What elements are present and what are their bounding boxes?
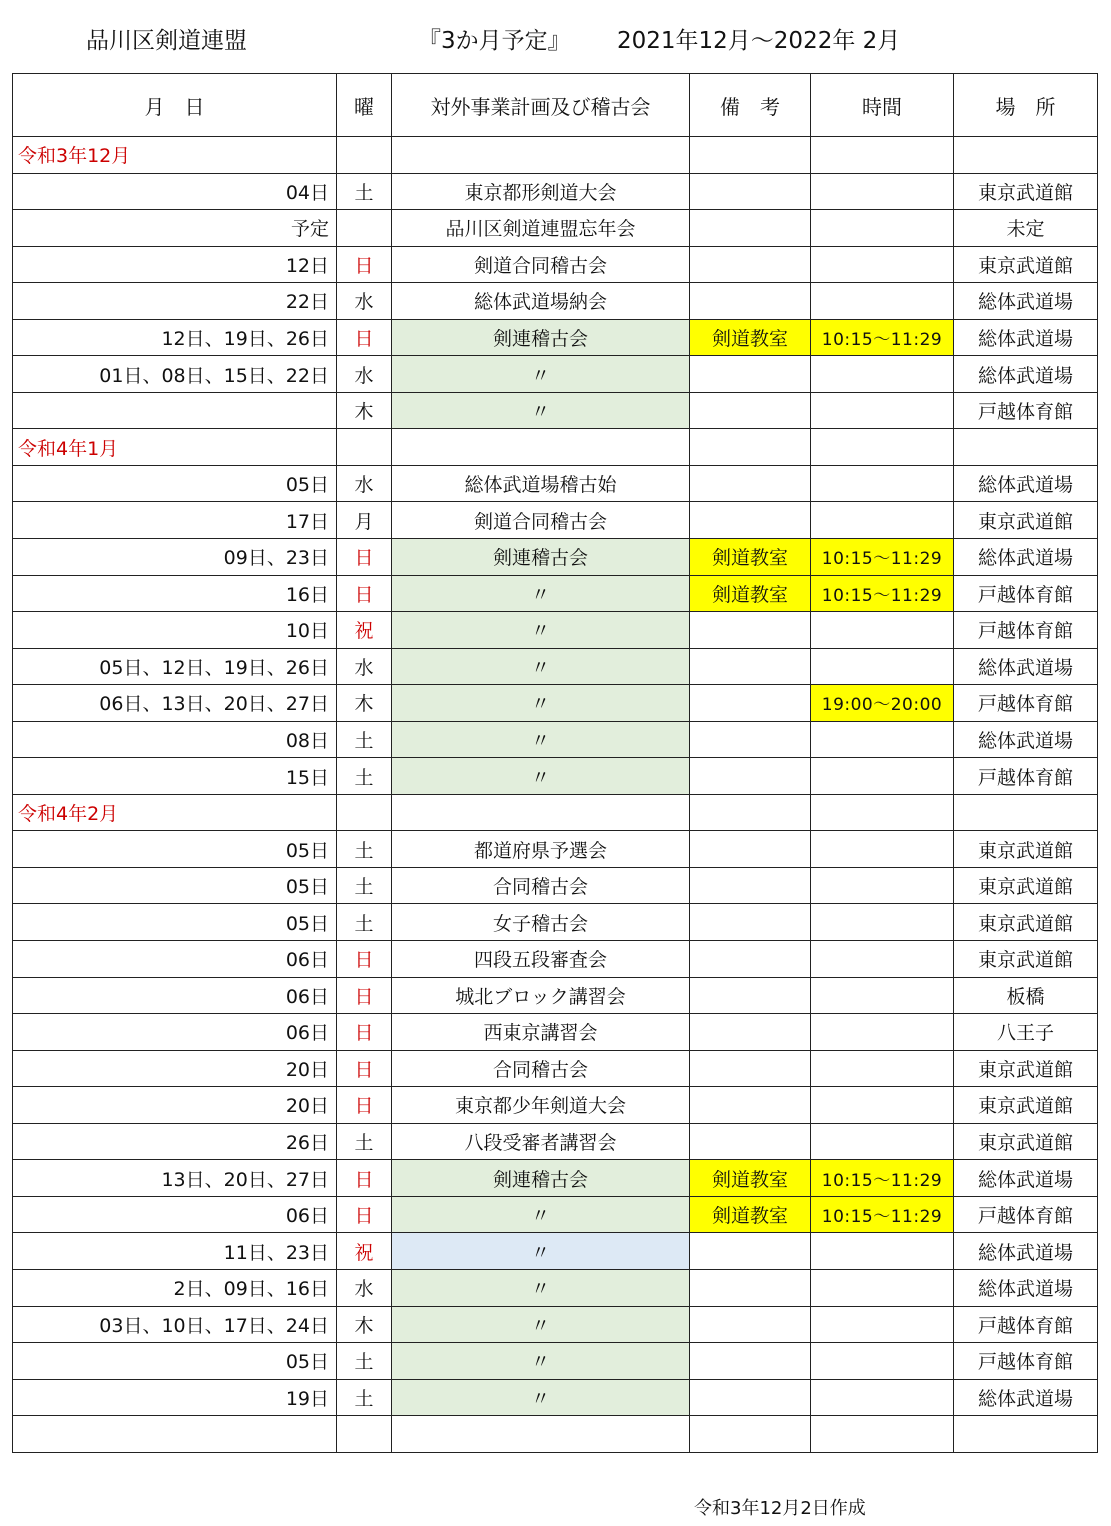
column-header-weekday: 曜 bbox=[337, 74, 392, 137]
date-cell: 05日 bbox=[13, 1343, 337, 1380]
month-section-row bbox=[13, 429, 1098, 466]
note-cell bbox=[690, 867, 811, 904]
place-cell: 戸越体育館 bbox=[954, 612, 1098, 649]
time-cell bbox=[811, 941, 954, 978]
table-row bbox=[13, 210, 1098, 247]
table-row bbox=[13, 465, 1098, 502]
time-cell bbox=[811, 283, 954, 320]
place-cell: 戸越体育館 bbox=[954, 392, 1098, 429]
place-cell: 東京武道館 bbox=[954, 941, 1098, 978]
weekday-cell: 土 bbox=[337, 721, 392, 758]
date-cell: 05日 bbox=[13, 465, 337, 502]
weekday-cell: 日 bbox=[337, 539, 392, 576]
date-cell: 2日、09日、16日 bbox=[13, 1269, 337, 1306]
time-cell bbox=[811, 246, 954, 283]
event-cell: 品川区剣道連盟忘年会 bbox=[392, 210, 690, 247]
place-cell: 東京武道館 bbox=[954, 173, 1098, 210]
event-cell: 〃 bbox=[392, 685, 690, 722]
empty-cell bbox=[811, 794, 954, 831]
table-row bbox=[13, 1416, 1098, 1453]
empty-cell bbox=[954, 794, 1098, 831]
event-cell: 剣連稽古会 bbox=[392, 1160, 690, 1197]
table-row bbox=[13, 1050, 1098, 1087]
weekday-cell bbox=[337, 1416, 392, 1453]
note-cell bbox=[690, 1014, 811, 1051]
created-date: 令和3年12月2日作成 bbox=[694, 1498, 866, 1519]
date-cell: 05日 bbox=[13, 904, 337, 941]
table-row bbox=[13, 648, 1098, 685]
note-cell bbox=[690, 283, 811, 320]
time-cell bbox=[811, 1123, 954, 1160]
weekday-cell: 日 bbox=[337, 1087, 392, 1124]
place-cell: 総体武道場 bbox=[954, 465, 1098, 502]
table-row bbox=[13, 941, 1098, 978]
time-cell bbox=[811, 831, 954, 868]
empty-cell bbox=[337, 137, 392, 174]
event-cell: 〃 bbox=[392, 1306, 690, 1343]
time-cell: 10:15～11:29 bbox=[811, 319, 954, 356]
date-cell: 03日、10日、17日、24日 bbox=[13, 1306, 337, 1343]
date-cell: 08日 bbox=[13, 721, 337, 758]
note-cell bbox=[690, 392, 811, 429]
note-cell bbox=[690, 977, 811, 1014]
date-cell: 05日 bbox=[13, 867, 337, 904]
place-cell: 未定 bbox=[954, 210, 1098, 247]
note-cell bbox=[690, 1306, 811, 1343]
table-header-row bbox=[13, 74, 1098, 137]
date-cell: 26日 bbox=[13, 1123, 337, 1160]
time-cell bbox=[811, 173, 954, 210]
weekday-cell: 水 bbox=[337, 648, 392, 685]
column-header-note: 備 考 bbox=[690, 74, 811, 137]
time-cell bbox=[811, 758, 954, 795]
empty-cell bbox=[811, 137, 954, 174]
column-header-date: 月 日 bbox=[13, 74, 337, 137]
month-section-row bbox=[13, 794, 1098, 831]
weekday-cell: 土 bbox=[337, 831, 392, 868]
note-cell: 剣道教室 bbox=[690, 1160, 811, 1197]
weekday-cell: 木 bbox=[337, 1306, 392, 1343]
time-cell bbox=[811, 1233, 954, 1270]
note-cell: 剣道教室 bbox=[690, 575, 811, 612]
date-cell: 06日、13日、20日、27日 bbox=[13, 685, 337, 722]
weekday-cell: 日 bbox=[337, 1050, 392, 1087]
weekday-cell: 日 bbox=[337, 977, 392, 1014]
date-cell bbox=[13, 392, 337, 429]
date-cell: 04日 bbox=[13, 173, 337, 210]
table-row bbox=[13, 1014, 1098, 1051]
section-label: 令和3年12月 bbox=[13, 137, 337, 174]
place-cell: 総体武道場 bbox=[954, 1160, 1098, 1197]
note-cell bbox=[690, 356, 811, 393]
table-row bbox=[13, 904, 1098, 941]
time-cell bbox=[811, 1416, 954, 1453]
place-cell: 総体武道場 bbox=[954, 1233, 1098, 1270]
weekday-cell: 日 bbox=[337, 941, 392, 978]
note-cell bbox=[690, 1050, 811, 1087]
weekday-cell: 月 bbox=[337, 502, 392, 539]
event-cell: 〃 bbox=[392, 758, 690, 795]
weekday-cell: 水 bbox=[337, 1269, 392, 1306]
empty-cell bbox=[337, 429, 392, 466]
event-cell: 東京都少年剣道大会 bbox=[392, 1087, 690, 1124]
place-cell: 総体武道場 bbox=[954, 283, 1098, 320]
time-cell bbox=[811, 1343, 954, 1380]
weekday-cell: 水 bbox=[337, 356, 392, 393]
table-row bbox=[13, 831, 1098, 868]
weekday-cell: 土 bbox=[337, 173, 392, 210]
weekday-cell: 土 bbox=[337, 1123, 392, 1160]
note-cell bbox=[690, 1269, 811, 1306]
section-label: 令和4年1月 bbox=[13, 429, 337, 466]
time-cell: 10:15～11:29 bbox=[811, 575, 954, 612]
date-range: 2021年12月～2022年 2月 bbox=[617, 28, 901, 54]
table-row bbox=[13, 758, 1098, 795]
note-cell bbox=[690, 1416, 811, 1453]
event-cell: 西東京講習会 bbox=[392, 1014, 690, 1051]
event-cell: 都道府県予選会 bbox=[392, 831, 690, 868]
weekday-cell bbox=[337, 210, 392, 247]
weekday-cell: 土 bbox=[337, 867, 392, 904]
weekday-cell: 土 bbox=[337, 758, 392, 795]
date-cell: 17日 bbox=[13, 502, 337, 539]
note-cell bbox=[690, 1343, 811, 1380]
date-cell bbox=[13, 1416, 337, 1453]
table-row bbox=[13, 1306, 1098, 1343]
table-row bbox=[13, 392, 1098, 429]
empty-cell bbox=[392, 137, 690, 174]
weekday-cell: 土 bbox=[337, 1379, 392, 1416]
place-cell: 東京武道館 bbox=[954, 502, 1098, 539]
date-cell: 12日 bbox=[13, 246, 337, 283]
empty-cell bbox=[954, 137, 1098, 174]
event-cell: 〃 bbox=[392, 1269, 690, 1306]
date-cell: 06日 bbox=[13, 1014, 337, 1051]
weekday-cell: 日 bbox=[337, 1160, 392, 1197]
table-row bbox=[13, 1087, 1098, 1124]
date-cell: 06日 bbox=[13, 941, 337, 978]
event-cell: 総体武道場納会 bbox=[392, 283, 690, 320]
table-row bbox=[13, 502, 1098, 539]
empty-cell bbox=[392, 429, 690, 466]
month-section-row bbox=[13, 137, 1098, 174]
note-cell bbox=[690, 1087, 811, 1124]
time-cell: 10:15～11:29 bbox=[811, 539, 954, 576]
event-cell: 女子稽古会 bbox=[392, 904, 690, 941]
place-cell: 東京武道館 bbox=[954, 1050, 1098, 1087]
time-cell bbox=[811, 648, 954, 685]
weekday-cell: 木 bbox=[337, 392, 392, 429]
column-header-event: 対外事業計画及び稽古会 bbox=[392, 74, 690, 137]
time-cell bbox=[811, 502, 954, 539]
table-row bbox=[13, 1269, 1098, 1306]
weekday-cell: 日 bbox=[337, 1196, 392, 1233]
place-cell bbox=[954, 1416, 1098, 1453]
time-cell bbox=[811, 356, 954, 393]
event-cell: 〃 bbox=[392, 1196, 690, 1233]
note-cell: 剣道教室 bbox=[690, 319, 811, 356]
table-row bbox=[13, 283, 1098, 320]
date-cell: 06日 bbox=[13, 977, 337, 1014]
time-cell bbox=[811, 1014, 954, 1051]
time-cell bbox=[811, 867, 954, 904]
place-cell: 総体武道場 bbox=[954, 1379, 1098, 1416]
table-row bbox=[13, 1233, 1098, 1270]
date-cell: 19日 bbox=[13, 1379, 337, 1416]
event-cell: 〃 bbox=[392, 356, 690, 393]
column-header-place: 場 所 bbox=[954, 74, 1098, 137]
note-cell bbox=[690, 831, 811, 868]
document-title: 『3か月予定』 bbox=[418, 28, 571, 54]
place-cell: 総体武道場 bbox=[954, 1269, 1098, 1306]
table-row bbox=[13, 1196, 1098, 1233]
time-cell bbox=[811, 721, 954, 758]
time-cell bbox=[811, 1379, 954, 1416]
event-cell bbox=[392, 1416, 690, 1453]
date-cell: 20日 bbox=[13, 1050, 337, 1087]
weekday-cell: 日 bbox=[337, 1014, 392, 1051]
time-cell bbox=[811, 1050, 954, 1087]
note-cell bbox=[690, 904, 811, 941]
date-cell: 16日 bbox=[13, 575, 337, 612]
table-row bbox=[13, 356, 1098, 393]
event-cell: 剣連稽古会 bbox=[392, 539, 690, 576]
event-cell: 合同稽古会 bbox=[392, 867, 690, 904]
empty-cell bbox=[690, 794, 811, 831]
note-cell bbox=[690, 1233, 811, 1270]
place-cell: 東京武道館 bbox=[954, 1123, 1098, 1160]
note-cell bbox=[690, 1379, 811, 1416]
place-cell: 総体武道場 bbox=[954, 539, 1098, 576]
event-cell: 八段受審者講習会 bbox=[392, 1123, 690, 1160]
place-cell: 東京武道館 bbox=[954, 904, 1098, 941]
schedule-table bbox=[12, 73, 1098, 1453]
date-cell: 01日、08日、15日、22日 bbox=[13, 356, 337, 393]
place-cell: 戸越体育館 bbox=[954, 758, 1098, 795]
event-cell: 城北ブロック講習会 bbox=[392, 977, 690, 1014]
table-row bbox=[13, 867, 1098, 904]
weekday-cell: 木 bbox=[337, 685, 392, 722]
empty-cell bbox=[337, 794, 392, 831]
date-cell: 22日 bbox=[13, 283, 337, 320]
note-cell bbox=[690, 502, 811, 539]
place-cell: 戸越体育館 bbox=[954, 575, 1098, 612]
place-cell: 板橋 bbox=[954, 977, 1098, 1014]
table-row bbox=[13, 721, 1098, 758]
weekday-cell: 日 bbox=[337, 246, 392, 283]
date-cell: 20日 bbox=[13, 1087, 337, 1124]
empty-cell bbox=[811, 429, 954, 466]
time-cell bbox=[811, 210, 954, 247]
note-cell bbox=[690, 465, 811, 502]
note-cell bbox=[690, 941, 811, 978]
time-cell bbox=[811, 977, 954, 1014]
table-row bbox=[13, 1379, 1098, 1416]
weekday-cell: 祝 bbox=[337, 612, 392, 649]
time-cell bbox=[811, 904, 954, 941]
event-cell: 東京都形剣道大会 bbox=[392, 173, 690, 210]
place-cell: 戸越体育館 bbox=[954, 1306, 1098, 1343]
place-cell: 戸越体育館 bbox=[954, 685, 1098, 722]
event-cell: 総体武道場稽古始 bbox=[392, 465, 690, 502]
note-cell: 剣道教室 bbox=[690, 1196, 811, 1233]
note-cell bbox=[690, 758, 811, 795]
note-cell bbox=[690, 685, 811, 722]
table-row bbox=[13, 685, 1098, 722]
table-row bbox=[13, 1123, 1098, 1160]
event-cell: 剣連稽古会 bbox=[392, 319, 690, 356]
date-cell: 09日、23日 bbox=[13, 539, 337, 576]
date-cell: 13日、20日、27日 bbox=[13, 1160, 337, 1197]
place-cell: 総体武道場 bbox=[954, 356, 1098, 393]
time-cell bbox=[811, 392, 954, 429]
place-cell: 八王子 bbox=[954, 1014, 1098, 1051]
time-cell: 19:00～20:00 bbox=[811, 685, 954, 722]
table-row bbox=[13, 575, 1098, 612]
organization-name: 品川区剣道連盟 bbox=[86, 28, 247, 54]
note-cell bbox=[690, 612, 811, 649]
empty-cell bbox=[392, 794, 690, 831]
time-cell bbox=[811, 1306, 954, 1343]
weekday-cell: 水 bbox=[337, 283, 392, 320]
time-cell bbox=[811, 1269, 954, 1306]
note-cell bbox=[690, 246, 811, 283]
table-row bbox=[13, 977, 1098, 1014]
weekday-cell: 日 bbox=[337, 319, 392, 356]
weekday-cell: 土 bbox=[337, 1343, 392, 1380]
event-cell: 〃 bbox=[392, 1379, 690, 1416]
weekday-cell: 日 bbox=[337, 575, 392, 612]
section-label: 令和4年2月 bbox=[13, 794, 337, 831]
date-cell: 12日、19日、26日 bbox=[13, 319, 337, 356]
empty-cell bbox=[954, 429, 1098, 466]
time-cell bbox=[811, 465, 954, 502]
time-cell bbox=[811, 1087, 954, 1124]
place-cell: 東京武道館 bbox=[954, 1087, 1098, 1124]
table-row bbox=[13, 173, 1098, 210]
event-cell: 〃 bbox=[392, 648, 690, 685]
event-cell: 〃 bbox=[392, 612, 690, 649]
weekday-cell: 水 bbox=[337, 465, 392, 502]
table-row bbox=[13, 539, 1098, 576]
weekday-cell: 祝 bbox=[337, 1233, 392, 1270]
time-cell: 10:15～11:29 bbox=[811, 1196, 954, 1233]
date-cell: 06日 bbox=[13, 1196, 337, 1233]
table-row bbox=[13, 1343, 1098, 1380]
empty-cell bbox=[690, 137, 811, 174]
place-cell: 東京武道館 bbox=[954, 867, 1098, 904]
table-row bbox=[13, 1160, 1098, 1197]
time-cell: 10:15～11:29 bbox=[811, 1160, 954, 1197]
place-cell: 東京武道館 bbox=[954, 246, 1098, 283]
event-cell: 〃 bbox=[392, 721, 690, 758]
place-cell: 戸越体育館 bbox=[954, 1196, 1098, 1233]
date-cell: 15日 bbox=[13, 758, 337, 795]
place-cell: 総体武道場 bbox=[954, 648, 1098, 685]
weekday-cell: 土 bbox=[337, 904, 392, 941]
note-cell bbox=[690, 648, 811, 685]
event-cell: 〃 bbox=[392, 392, 690, 429]
place-cell: 総体武道場 bbox=[954, 319, 1098, 356]
place-cell: 戸越体育館 bbox=[954, 1343, 1098, 1380]
table-row bbox=[13, 319, 1098, 356]
note-cell bbox=[690, 173, 811, 210]
event-cell: 合同稽古会 bbox=[392, 1050, 690, 1087]
note-cell bbox=[690, 210, 811, 247]
time-cell bbox=[811, 612, 954, 649]
note-cell: 剣道教室 bbox=[690, 539, 811, 576]
column-header-time: 時間 bbox=[811, 74, 954, 137]
table-row bbox=[13, 246, 1098, 283]
event-cell: 〃 bbox=[392, 1343, 690, 1380]
place-cell: 総体武道場 bbox=[954, 721, 1098, 758]
date-cell: 予定 bbox=[13, 210, 337, 247]
empty-cell bbox=[690, 429, 811, 466]
event-cell: 〃 bbox=[392, 1233, 690, 1270]
note-cell bbox=[690, 721, 811, 758]
event-cell: 剣道合同稽古会 bbox=[392, 246, 690, 283]
event-cell: 四段五段審査会 bbox=[392, 941, 690, 978]
event-cell: 〃 bbox=[392, 575, 690, 612]
date-cell: 05日、12日、19日、26日 bbox=[13, 648, 337, 685]
table-row bbox=[13, 612, 1098, 649]
date-cell: 05日 bbox=[13, 831, 337, 868]
date-cell: 10日 bbox=[13, 612, 337, 649]
date-cell: 11日、23日 bbox=[13, 1233, 337, 1270]
note-cell bbox=[690, 1123, 811, 1160]
event-cell: 剣道合同稽古会 bbox=[392, 502, 690, 539]
place-cell: 東京武道館 bbox=[954, 831, 1098, 868]
